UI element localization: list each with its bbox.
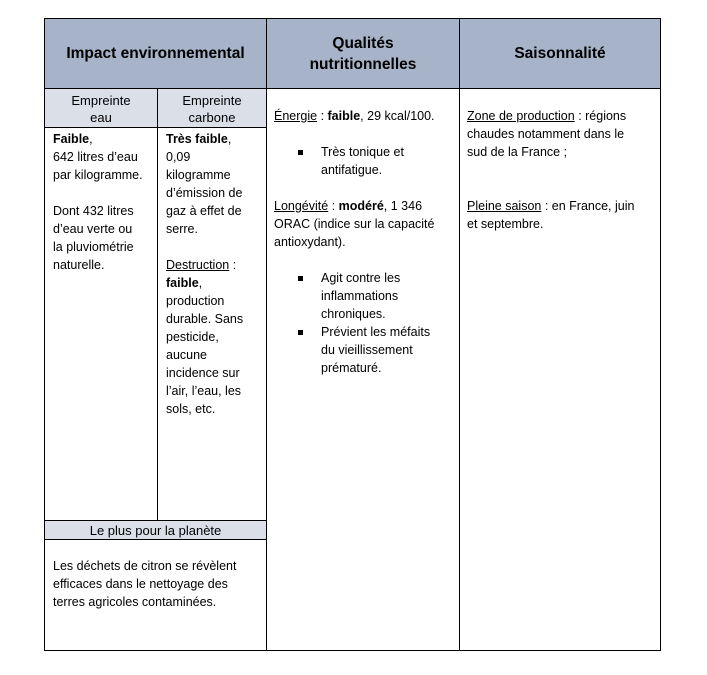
subheader-empreinte-carbone: Empreinte carbone (158, 89, 267, 128)
cell-empreinte-carbone: Très faible, 0,09 kilogramme d’émission de gaz à effet de serre. Destruction : faible, production durable. Sans pesticide, aucune incidence sur l’air, l’eau, les sols, etc. (158, 128, 267, 520)
longevite-level: modéré (338, 199, 384, 213)
cell-empreinte-eau: Faible, 642 litres d’eau par kilogramme. Dont 432 litres d’eau verte ou la pluviométrie naturelle. (45, 128, 158, 520)
header-qualites-line1: Qualités (332, 34, 394, 52)
list-item: Prévient les méfaits du vieillissement prématuré. (274, 323, 459, 377)
cell-qualites-nutritionnelles: Énergie : faible, 29 kcal/100. Très tonique et antifatigue. Longévité : modéré, 1 346 ORAC (indice sur la capacité antioxydant). Agit contre les inflammations chroniques. Prévient les méfaits du vieillissement prématuré. (267, 89, 460, 650)
carbone-level: Très faible (166, 132, 228, 146)
list-item: Agit contre les inflammations chroniques. (274, 269, 459, 323)
header-qualites (267, 19, 460, 89)
destruction-label: Destruction (166, 258, 230, 272)
square-bullet-icon (298, 150, 303, 155)
pleine-saison-label: Pleine saison (467, 199, 542, 213)
cell-saisonnalite: Zone de production : régions chaudes notamment dans le sud de la France ; Pleine saison : en France, juin et septembre. (467, 109, 635, 231)
square-bullet-icon (298, 330, 303, 335)
header-qualites-line2: nutritionnelles (309, 55, 417, 73)
longevite-label: Longévité (274, 199, 329, 213)
longevite-bullets (274, 269, 459, 377)
energie-level: faible (327, 109, 361, 123)
header-saisonnalite-label: Saisonnalité (514, 45, 606, 62)
header-impact-label: Impact environnemental (66, 45, 245, 62)
cell-plus-planete: Les déchets de citron se révèlent efficaces dans le nettoyage des terres agricoles contaminées. (45, 540, 267, 650)
subheader-empreinte-eau: Empreinte eau (45, 89, 158, 128)
energie-bullets (274, 143, 459, 179)
square-bullet-icon (298, 276, 303, 281)
destruction-level: faible (166, 276, 199, 290)
energie-label: Énergie (274, 109, 318, 123)
subheader-plus-planete: Le plus pour la planète (45, 520, 267, 540)
header-saisonnalite (460, 19, 660, 89)
header-impact (45, 19, 267, 89)
eau-level: Faible (53, 132, 90, 146)
zone-production-label: Zone de production (467, 109, 575, 123)
list-item: Très tonique et antifatigue. (274, 143, 459, 179)
